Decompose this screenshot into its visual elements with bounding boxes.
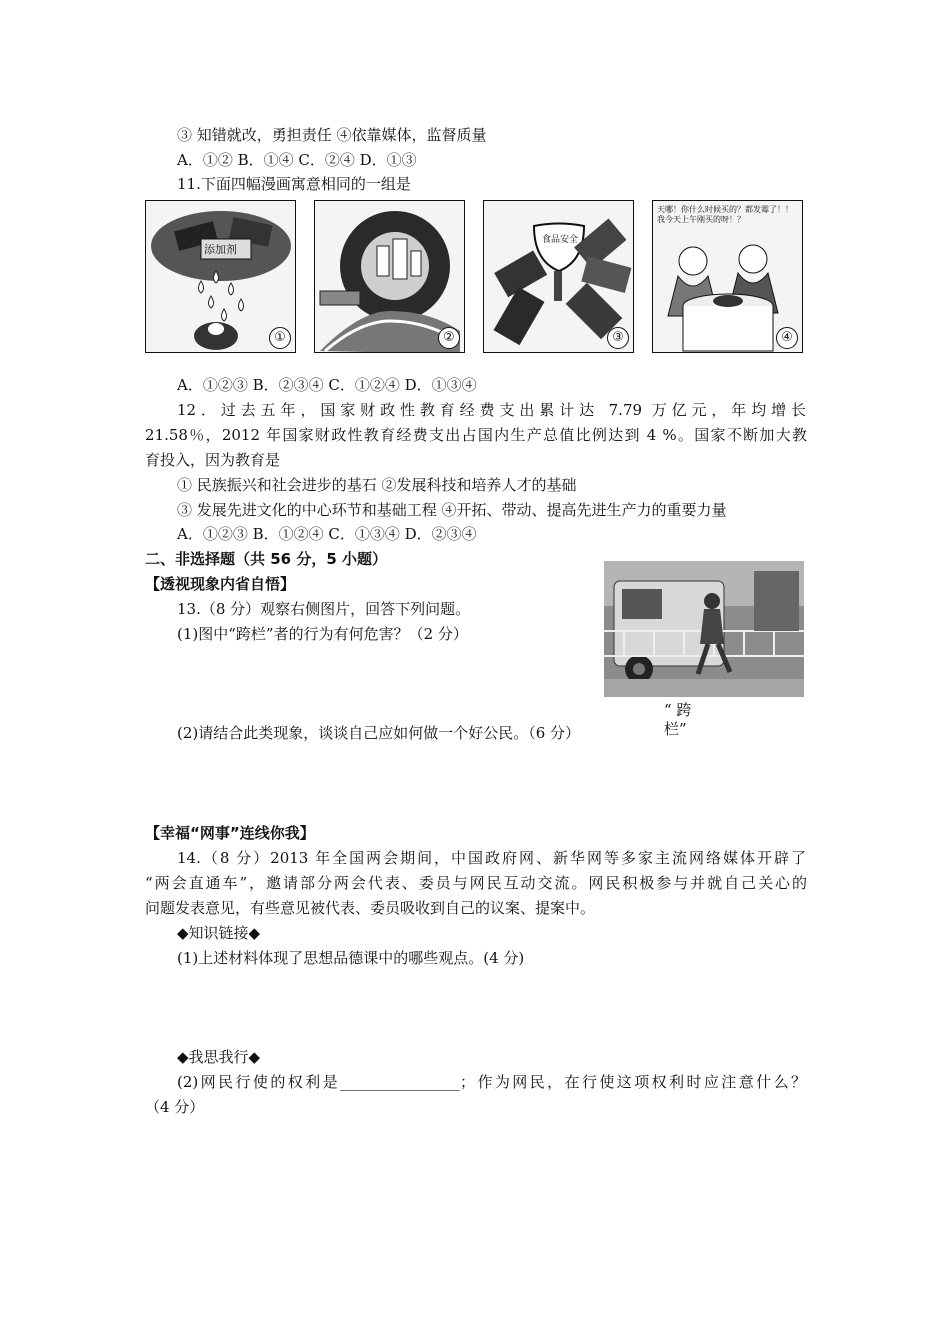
- q14-part-1: (1)上述材料体现了思想品德课中的哪些观点。(4 分): [177, 949, 525, 967]
- cartoon-2: [314, 200, 465, 353]
- q14-knowledge-link-label: ◆知识链接◆: [177, 924, 261, 942]
- q12-line-3: 育投入，因为教育是: [145, 451, 281, 469]
- cartoon-3-text: 食品安全: [542, 235, 579, 245]
- q13-stem: 13.（8 分）观察右侧图片，回答下列问题。: [177, 600, 471, 618]
- section-heading: 二、非选择题（共 56 分，5 小题）: [145, 550, 387, 568]
- q11-stem: 11.下面四幅漫画寓意相同的一组是: [177, 175, 411, 193]
- cartoon-2-number: ②: [438, 327, 460, 349]
- q14-line-3: 问题发表意见，有些意见被代表、委员吸收到自己的议案、提案中。: [145, 899, 596, 917]
- photo-caption-line-2: 栏”: [664, 720, 687, 738]
- q13-part-2: (2)请结合此类现象，谈谈自己应如何做一个好公民。（6 分）: [177, 724, 581, 742]
- q12-choices-1: ① 民族振兴和社会进步的基石 ②发展科技和培养人才的基础: [177, 476, 577, 494]
- q14-subheading: 【幸福“网事”连线你我】: [145, 824, 315, 842]
- q12-line-2: 21.58％，2012 年国家财政性教育经费支出占国内生产总值比例达到 4 %。国家不断加大教: [145, 426, 807, 444]
- q12-choices-2: ③ 发展先进文化的中心环节和基础工程 ④开拓、带动、提高先进生产力的重要力量: [177, 501, 727, 519]
- jaywalking-photo-drawing: [604, 561, 804, 697]
- q11-options: A．①②③ B．②③④ C．①②④ D．①③④: [177, 376, 477, 394]
- cartoon-3: [483, 200, 634, 353]
- cartoon-1: [145, 200, 296, 353]
- q10-options: A．①② B．①④ C．②④ D．①③: [177, 151, 417, 169]
- q12-line-1: 12．过去五年，国家财政性教育经费支出累计达 7.79 万亿元，年均增长: [177, 401, 806, 419]
- cartoon-4-speech: 天哪！你什么时候买的？都发霉了！！ 我今天上午刚买的呀！？: [657, 205, 793, 224]
- cartoon-3-number: ③: [607, 327, 629, 349]
- jaywalking-photo: [604, 561, 804, 697]
- cartoon-4-number: ④: [776, 327, 798, 349]
- q10-choice-line: ③ 知错就改，勇担责任 ④依靠媒体，监督质量: [177, 126, 487, 144]
- cartoon-1-number: ①: [269, 327, 291, 349]
- q14-part-2-score: （4 分）: [145, 1098, 205, 1116]
- q14-line-2: “两会直通车”，邀请部分两会代表、委员与网民互动交流。网民积极参与并就自己关心的: [145, 874, 807, 892]
- q13-part-1: (1)图中“跨栏”者的行为有何危害？（2 分）: [177, 625, 468, 643]
- q12-options: A．①②③ B．①②④ C．①③④ D．②③④: [177, 525, 477, 543]
- q14-think-act-label: ◆我思我行◆: [177, 1048, 261, 1066]
- cartoon-1-text: 添加剂: [204, 243, 237, 256]
- q14-line-1: 14.（8 分）2013 年全国两会期间，中国政府网、新华网等多家主流网络媒体开辟了: [177, 849, 806, 867]
- cartoon-4: [652, 200, 803, 353]
- q13-subheading: 【透视现象内省自悟】: [145, 575, 296, 593]
- q14-part-2: (2)网民行使的权利是________________；作为网民，在行使这项权利时应注意什么？: [177, 1073, 806, 1091]
- photo-caption-line-1: “ 跨: [664, 701, 692, 719]
